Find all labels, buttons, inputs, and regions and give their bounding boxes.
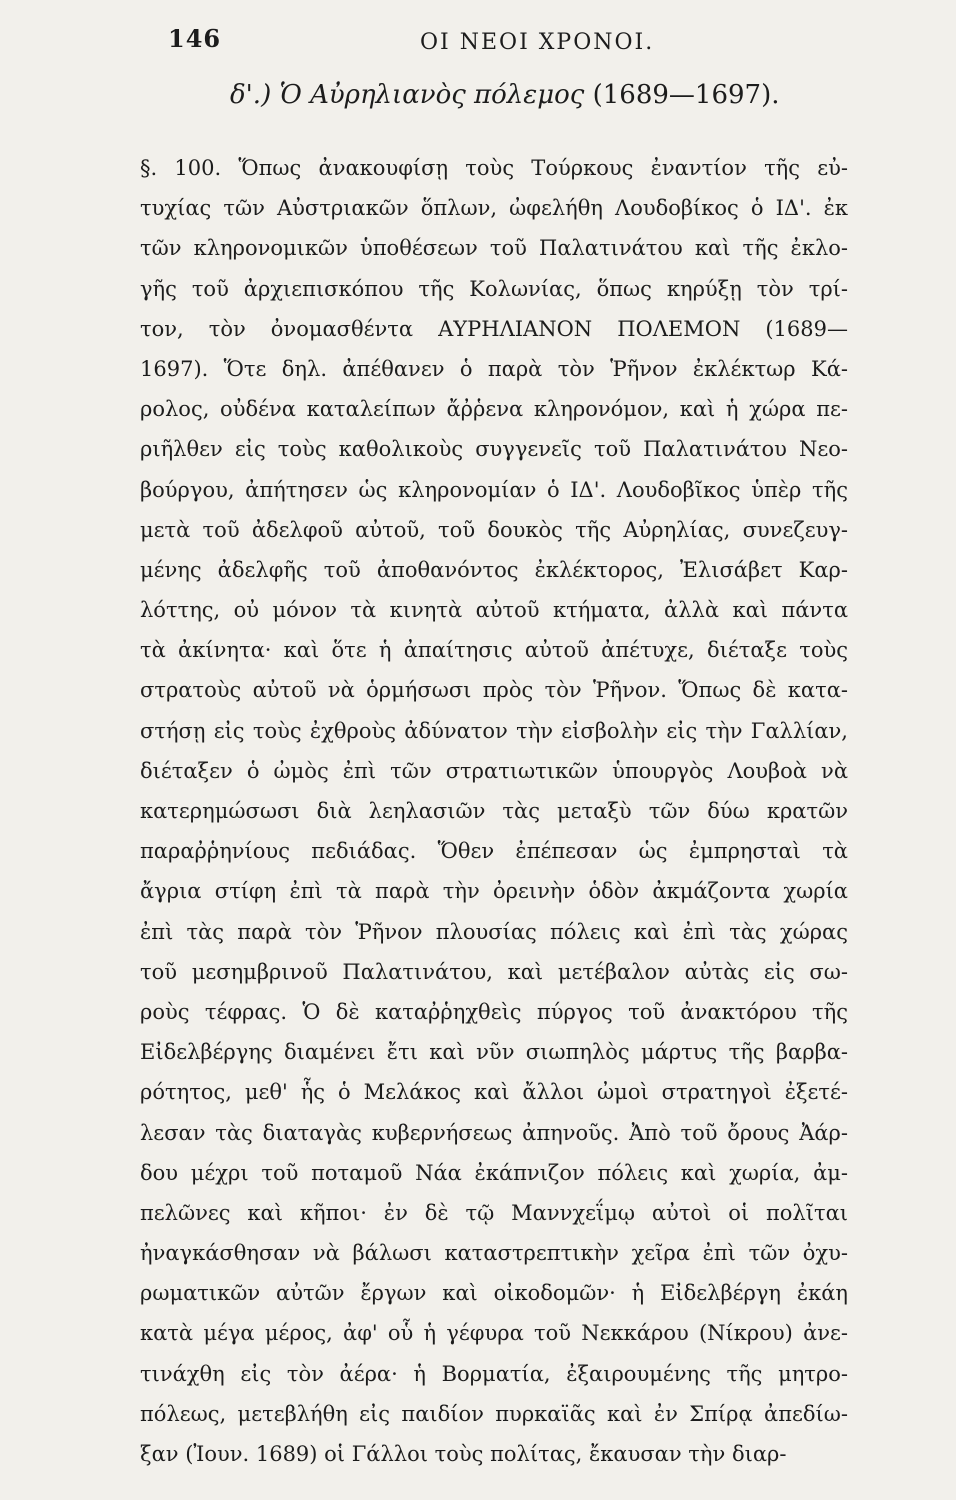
text-line: λεσαν τὰς διαταγὰς κυβερνήσεως ἀπηνοῦς. Ἀπὸ τοῦ ὄρους Ἀάρ- xyxy=(140,1120,848,1145)
text-line: μετὰ τοῦ ἀδελφοῦ αὐτοῦ, τοῦ δουκὸς τῆς Αὐρηλίας, συνεζευγ- xyxy=(140,517,848,542)
text-line: κατὰ μέγα μέρος, ἀφ' οὗ ἡ γέφυρα τοῦ Νεκκάρου (Νίκρου) ἀνε- xyxy=(140,1321,848,1346)
text-line: λόττης, οὐ μόνον τὰ κινητὰ αὐτοῦ κτήματα, ἀλλὰ καὶ πάντα xyxy=(140,598,848,623)
text-line: βούργου, ἀπήτησεν ὡς κληρονομίαν ὁ ΙΔ'. Λουδοβῖκος ὑπὲρ τῆς xyxy=(140,477,848,502)
section-heading xyxy=(230,80,850,110)
text-line: ἐπὶ τὰς παρὰ τὸν Ῥῆνον πλουσίας πόλεις καὶ ἐπὶ τὰς χώρας xyxy=(140,919,848,944)
text-line: ἠναγκάσθησαν νὰ βάλωσι καταστρεπτικὴν χεῖρα ἐπὶ τῶν ὀχυ- xyxy=(140,1241,848,1266)
text-line: διέταξεν ὁ ὠμὸς ἐπὶ τῶν στρατιωτικῶν ὑπουργὸς Λουβοὰ νὰ xyxy=(140,758,848,783)
text-line: ρωματικῶν αὐτῶν ἔργων καὶ οἰκοδομῶν· ἡ Εἰδελβέργη ἐκάη xyxy=(140,1281,848,1306)
text-line: στήσῃ εἰς τοὺς ἐχθροὺς ἀδύνατον τὴν εἰσβολὴν εἰς τὴν Γαλλίαν, xyxy=(140,718,848,743)
text-line: τῶν κληρονομικῶν ὑποθέσεων τοῦ Παλατινάτου καὶ τῆς ἐκλο- xyxy=(140,236,848,261)
text-line: 1697). Ὅτε δηλ. ἀπέθανεν ὁ παρὰ τὸν Ῥῆνον ἐκλέκτωρ Κά- xyxy=(140,356,848,381)
body-text xyxy=(140,148,848,1474)
text-line: Εἰδελβέργης διαμένει ἔτι καὶ νῦν σιωπηλὸς μάρτυς τῆς βαρβα- xyxy=(140,1040,848,1065)
text-line: τον, τὸν ὀνομασθέντα ΑΥΡΗΛΙΑΝΟΝ ΠΟΛΕΜΟΝ (1689— xyxy=(140,316,848,341)
section-title: δ'.) Ὁ Αὐρηλιανὸς πόλεμος xyxy=(230,80,585,110)
text-line: πόλεως, μετεβλήθη εἰς παιδίον πυρκαϊᾶς καὶ ἐν Σπίρᾳ ἀπεδίω- xyxy=(140,1401,848,1426)
text-line: παραῤῥηνίους πεδιάδας. Ὅθεν ἐπέπεσαν ὡς ἐμπρησταὶ τὰ xyxy=(140,839,848,864)
text-line: τὰ ἀκίνητα· καὶ ὅτε ἡ ἀπαίτησις αὐτοῦ ἀπέτυχε, διέταξε τοὺς xyxy=(140,638,848,663)
text-line: τυχίας τῶν Αὐστριακῶν ὅπλων, ὠφελήθη Λουδοβίκος ὁ ΙΔ'. ἐκ xyxy=(140,196,848,221)
text-line: πελῶνες καὶ κῆποι· ἐν δὲ τῷ Μαννχεΐμῳ αὐτοὶ οἱ πολῖται xyxy=(140,1200,848,1225)
text-line: ροὺς τέφρας. Ὁ δὲ καταῤῥηχθεὶς πύργος τοῦ ἀνακτόρου τῆς xyxy=(140,999,848,1024)
text-line: ρολος, οὐδένα καταλείπων ἄῤῥενα κληρονόμον, καὶ ἡ χώρα πε- xyxy=(140,397,848,422)
text-line: τοῦ μεσημβρινοῦ Παλατινάτου, καὶ μετέβαλον αὐτὰς εἰς σω- xyxy=(140,959,848,984)
text-line: ρότητος, μεθ' ἧς ὁ Μελάκος καὶ ἄλλοι ὠμοὶ στρατηγοὶ ἐξετέ- xyxy=(140,1080,848,1105)
text-line: §. 100. Ὅπως ἀνακουφίσῃ τοὺς Τούρκους ἐναντίον τῆς εὐ- xyxy=(140,156,848,180)
text-line: ἄγρια στίφη ἐπὶ τὰ παρὰ τὴν ὀρεινὴν ὁδὸν ἀκμάζοντα χωρία xyxy=(140,879,848,904)
text-line: στρατοὺς αὐτοῦ νὰ ὁρμήσωσι πρὸς τὸν Ῥῆνον. Ὅπως δὲ κατα- xyxy=(140,678,848,703)
text-line: ξαν (Ἰουν. 1689) οἱ Γάλλοι τοὺς πολίτας, ἔκαυσαν τὴν διαρ- xyxy=(140,1442,787,1466)
text-line: ριῆλθεν εἰς τοὺς καθολικοὺς συγγενεῖς τοῦ Παλατινάτου Νεο- xyxy=(140,437,848,462)
running-head xyxy=(0,24,956,64)
text-line: γῆς τοῦ ἀρχιεπισκόπου τῆς Κολωνίας, ὅπως κηρύξῃ τὸν τρί- xyxy=(140,276,848,301)
section-years: (1689—1697). xyxy=(592,80,780,110)
text-line: μένης ἀδελφῆς τοῦ ἀποθανόντος ἐκλέκτορος, Ἐλισάβετ Καρ- xyxy=(140,557,848,582)
text-line: κατερημώσωσι διὰ λεηλασιῶν τὰς μεταξὺ τῶν δύω κρατῶν xyxy=(140,799,848,823)
text-line: τινάχθη εἰς τὸν ἀέρα· ἡ Βορματία, ἐξαιρουμένης τῆς μητρο- xyxy=(140,1361,848,1386)
page-number: 146 xyxy=(168,24,222,53)
text-line: δου μέχρι τοῦ ποταμοῦ Νάα ἐκάπνιζον πόλεις καὶ χωρία, ἀμ- xyxy=(140,1160,848,1185)
journal-title: ΟΙ ΝΕΟΙ ΧΡΟΝΟΙ. xyxy=(420,30,655,55)
